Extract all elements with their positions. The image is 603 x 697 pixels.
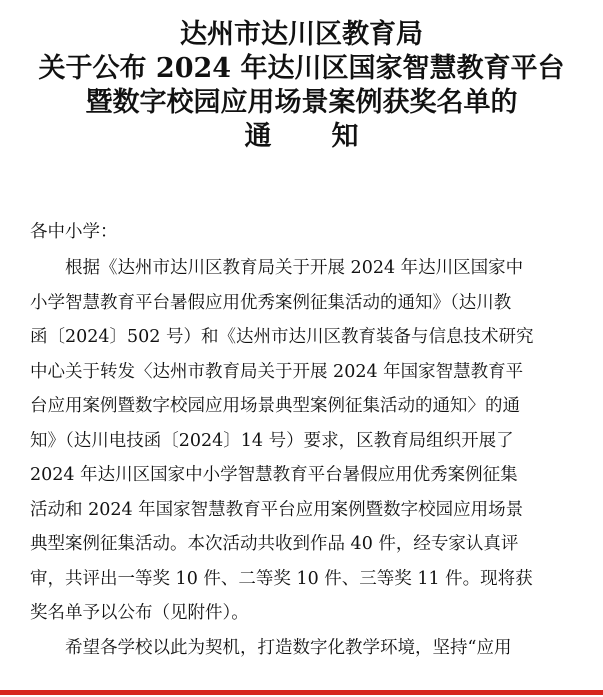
body-line: 函〔2024〕502 号）和《达州市达川区教育装备与信息技术研究 xyxy=(30,327,534,347)
body-line: 小学智慧教育平台暑假应用优秀案例征集活动的通知》（达川教 xyxy=(30,292,512,313)
body-line: 中心关于转发〈达州市教育局关于开展 2024 年国家智慧教育平 xyxy=(30,361,524,382)
document-title xyxy=(0,18,603,154)
salutation: 各中小学： xyxy=(30,222,118,242)
title-line-1: 达州市达川区教育局 xyxy=(180,19,423,50)
body-line: 活动和 2024 年国家智慧教育平台应用案例暨数字校园应用场景 xyxy=(30,499,524,520)
title-line-2: 关于公布 2024 年达川区国家智慧教育平台 xyxy=(38,53,565,84)
red-divider-line xyxy=(0,690,603,695)
body-line: 希望各学校以此为契机，打造数字化教学环境，坚持“应用 xyxy=(65,637,512,658)
body-line: 知》（达川电技函〔2024〕14 号）要求，区教育局组织开展了 xyxy=(30,430,514,451)
title-line-3: 暨数字校园应用场景案例获奖名单的 xyxy=(85,87,518,118)
body-line: 根据《达州市达川区教育局关于开展 2024 年达川区国家中 xyxy=(65,258,524,278)
body-line: 2024 年达川区国家中小学智慧教育平台暑假应用优秀案例征集 xyxy=(30,465,518,485)
body-line: 奖名单予以公布（见附件）。 xyxy=(30,603,249,623)
notice-word: 通知 xyxy=(244,121,419,152)
body-line: 审，共评出一等奖 10 件、二等奖 10 件、三等奖 11 件。现将获 xyxy=(30,568,533,589)
body-line: 典型案例征集活动。本次活动共收到作品 40 件，经专家认真评 xyxy=(30,534,519,554)
title-line-4 xyxy=(0,120,603,154)
body-line: 台应用案例暨数字校园应用场景典型案例征集活动的通知〉的通 xyxy=(30,396,520,416)
document-body xyxy=(30,251,590,665)
